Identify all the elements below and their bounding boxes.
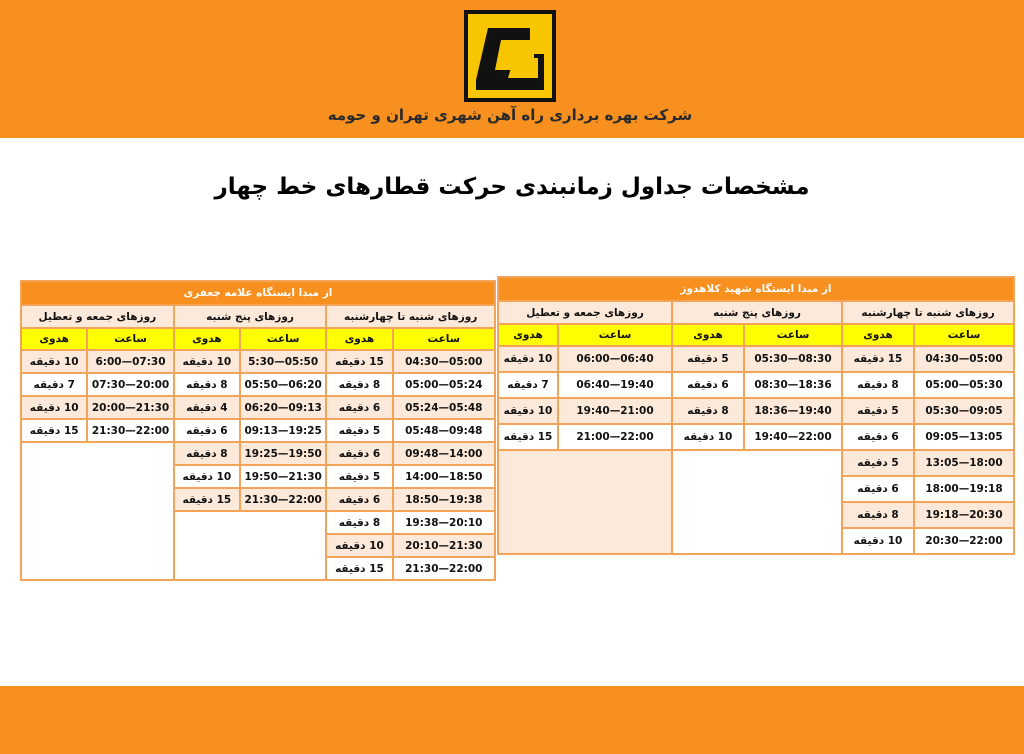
- time-range-cell: 05:00—04:30: [394, 351, 494, 372]
- time-range-cell: 19:40—18:36: [745, 399, 841, 423]
- time-range-cell: 09:05—05:30: [915, 399, 1013, 423]
- empty-area: [22, 443, 173, 579]
- headway-cell: 8 دقیقه: [843, 373, 913, 397]
- col-headway: هدوی: [843, 325, 913, 345]
- time-range-cell: 09:13—06:20: [241, 397, 325, 418]
- headway-cell: 10 دقیقه: [175, 351, 239, 372]
- headway-cell: 15 دقیقه: [499, 425, 557, 449]
- group-weekday: روزهای شنبه تا چهارشنبه: [327, 306, 494, 327]
- time-range-cell: 19:25—09:13: [241, 420, 325, 441]
- headway-cell: 10 دقیقه: [499, 399, 557, 423]
- table-row: [22, 397, 494, 418]
- empty-area: [175, 512, 326, 579]
- headway-cell: 10 دقیقه: [22, 351, 86, 372]
- time-range-cell: 07:30—6:00: [88, 351, 172, 372]
- time-range-cell: 22:00—21:30: [394, 558, 494, 579]
- table-row: [22, 374, 494, 395]
- headway-cell: 6 دقیقه: [327, 397, 391, 418]
- time-range-cell: 18:36—08:30: [745, 373, 841, 397]
- time-range-cell: 22:00—19:40: [745, 425, 841, 449]
- group-friday: روزهای جمعه و تعطیل: [499, 302, 671, 323]
- time-range-cell: 21:30—20:10: [394, 535, 494, 556]
- headway-cell: 5 دقیقه: [327, 420, 391, 441]
- time-range-cell: 05:50—5:30: [241, 351, 325, 372]
- group-friday: روزهای جمعه و تعطیل: [22, 306, 173, 327]
- headway-cell: 8 دقیقه: [175, 443, 239, 464]
- headway-cell: 8 دقیقه: [843, 503, 913, 527]
- col-headway: هدوی: [22, 329, 86, 349]
- time-range-cell: 21:30—19:50: [241, 466, 325, 487]
- table-row: [22, 443, 494, 464]
- headway-cell: 8 دقیقه: [327, 512, 391, 533]
- time-range-cell: 19:50—19:25: [241, 443, 325, 464]
- time-range-cell: 19:40—06:40: [559, 373, 671, 397]
- footer-band: [0, 686, 1024, 754]
- group-thursday: روزهای پنج شنبه: [175, 306, 326, 327]
- time-range-cell: 05:24—05:00: [394, 374, 494, 395]
- time-range-cell: 22:00—20:30: [915, 529, 1013, 553]
- time-range-cell: 22:00—21:30: [241, 489, 325, 510]
- table-row: [499, 425, 1013, 449]
- col-time: ساعت: [394, 329, 494, 349]
- headway-cell: 5 دقیقه: [843, 399, 913, 423]
- col-time: ساعت: [915, 325, 1013, 345]
- headway-cell: 7 دقیقه: [22, 374, 86, 395]
- time-range-cell: 13:05—09:05: [915, 425, 1013, 449]
- time-range-cell: 05:30—05:00: [915, 373, 1013, 397]
- headway-cell: 15 دقیقه: [327, 558, 391, 579]
- headway-cell: 6 دقیقه: [175, 420, 239, 441]
- headway-cell: 8 دقیقه: [327, 374, 391, 395]
- headway-cell: 6 دقیقه: [843, 477, 913, 501]
- group-weekday: روزهای شنبه تا چهارشنبه: [843, 302, 1013, 323]
- empty-area: [499, 451, 671, 553]
- headway-cell: 15 دقیقه: [327, 351, 391, 372]
- headway-cell: 15 دقیقه: [843, 347, 913, 371]
- headway-cell: 15 دقیقه: [22, 420, 86, 441]
- headway-cell: 10 دقیقه: [843, 529, 913, 553]
- time-range-cell: 05:48—05:24: [394, 397, 494, 418]
- col-time: ساعت: [88, 329, 172, 349]
- col-time: ساعت: [559, 325, 671, 345]
- time-range-cell: 14:00—09:48: [394, 443, 494, 464]
- time-range-cell: 06:20—05:50: [241, 374, 325, 395]
- headway-cell: 6 دقیقه: [327, 489, 391, 510]
- time-range-cell: 20:00—07:30: [88, 374, 172, 395]
- time-range-cell: 21:30—20:00: [88, 397, 172, 418]
- table-row: [499, 451, 1013, 475]
- headway-cell: 6 دقیقه: [327, 443, 391, 464]
- timetable-alameh-jafari: [20, 280, 496, 581]
- col-headway: هدوی: [673, 325, 743, 345]
- table-row: [22, 420, 494, 441]
- col-time: ساعت: [745, 325, 841, 345]
- table-caption: از مبدا ایستگاه شهید کلاهدوز: [499, 278, 1013, 300]
- headway-cell: 4 دقیقه: [175, 397, 239, 418]
- headway-cell: 8 دقیقه: [673, 399, 743, 423]
- col-headway: هدوی: [175, 329, 239, 349]
- table-row: [499, 347, 1013, 371]
- time-range-cell: 22:00—21:00: [559, 425, 671, 449]
- headway-cell: 15 دقیقه: [175, 489, 239, 510]
- time-range-cell: 09:48—05:48: [394, 420, 494, 441]
- headway-cell: 10 دقیقه: [673, 425, 743, 449]
- col-headway: هدوی: [327, 329, 391, 349]
- headway-cell: 10 دقیقه: [327, 535, 391, 556]
- time-range-cell: 05:00—04:30: [915, 347, 1013, 371]
- headway-cell: 10 دقیقه: [175, 466, 239, 487]
- time-range-cell: 22:00—21:30: [88, 420, 172, 441]
- table-row: [499, 399, 1013, 423]
- headway-cell: 7 دقیقه: [499, 373, 557, 397]
- headway-cell: 10 دقیقه: [499, 347, 557, 371]
- time-range-cell: 08:30—05:30: [745, 347, 841, 371]
- time-range-cell: 20:30—19:18: [915, 503, 1013, 527]
- company-name: شرکت بهره برداری راه آهن شهری تهران و حومه: [327, 106, 693, 124]
- time-range-cell: 18:00—13:05: [915, 451, 1013, 475]
- time-range-cell: 06:40—06:00: [559, 347, 671, 371]
- time-range-cell: 19:18—18:00: [915, 477, 1013, 501]
- headway-cell: 5 دقیقه: [843, 451, 913, 475]
- table-row: [499, 373, 1013, 397]
- headway-cell: 6 دقیقه: [843, 425, 913, 449]
- headway-cell: 5 دقیقه: [327, 466, 391, 487]
- headway-cell: 6 دقیقه: [673, 373, 743, 397]
- table-caption: از مبدا ایستگاه علامه جعفری: [22, 282, 494, 304]
- timetable-shahid-kolahdooz: [497, 276, 1015, 555]
- time-range-cell: 18:50—14:00: [394, 466, 494, 487]
- headway-cell: 10 دقیقه: [22, 397, 86, 418]
- empty-area: [673, 451, 841, 553]
- group-thursday: روزهای پنج شنبه: [673, 302, 841, 323]
- table-row: [22, 351, 494, 372]
- tehran-metro-logo-icon: [464, 10, 556, 102]
- time-range-cell: 20:10—19:38: [394, 512, 494, 533]
- time-range-cell: 19:38—18:50: [394, 489, 494, 510]
- headway-cell: 5 دقیقه: [673, 347, 743, 371]
- headway-cell: 8 دقیقه: [175, 374, 239, 395]
- time-range-cell: 21:00—19:40: [559, 399, 671, 423]
- page-title: مشخصات جداول زمانبندی حرکت قطارهای خط چهار: [214, 174, 810, 200]
- col-time: ساعت: [241, 329, 325, 349]
- col-headway: هدوی: [499, 325, 557, 345]
